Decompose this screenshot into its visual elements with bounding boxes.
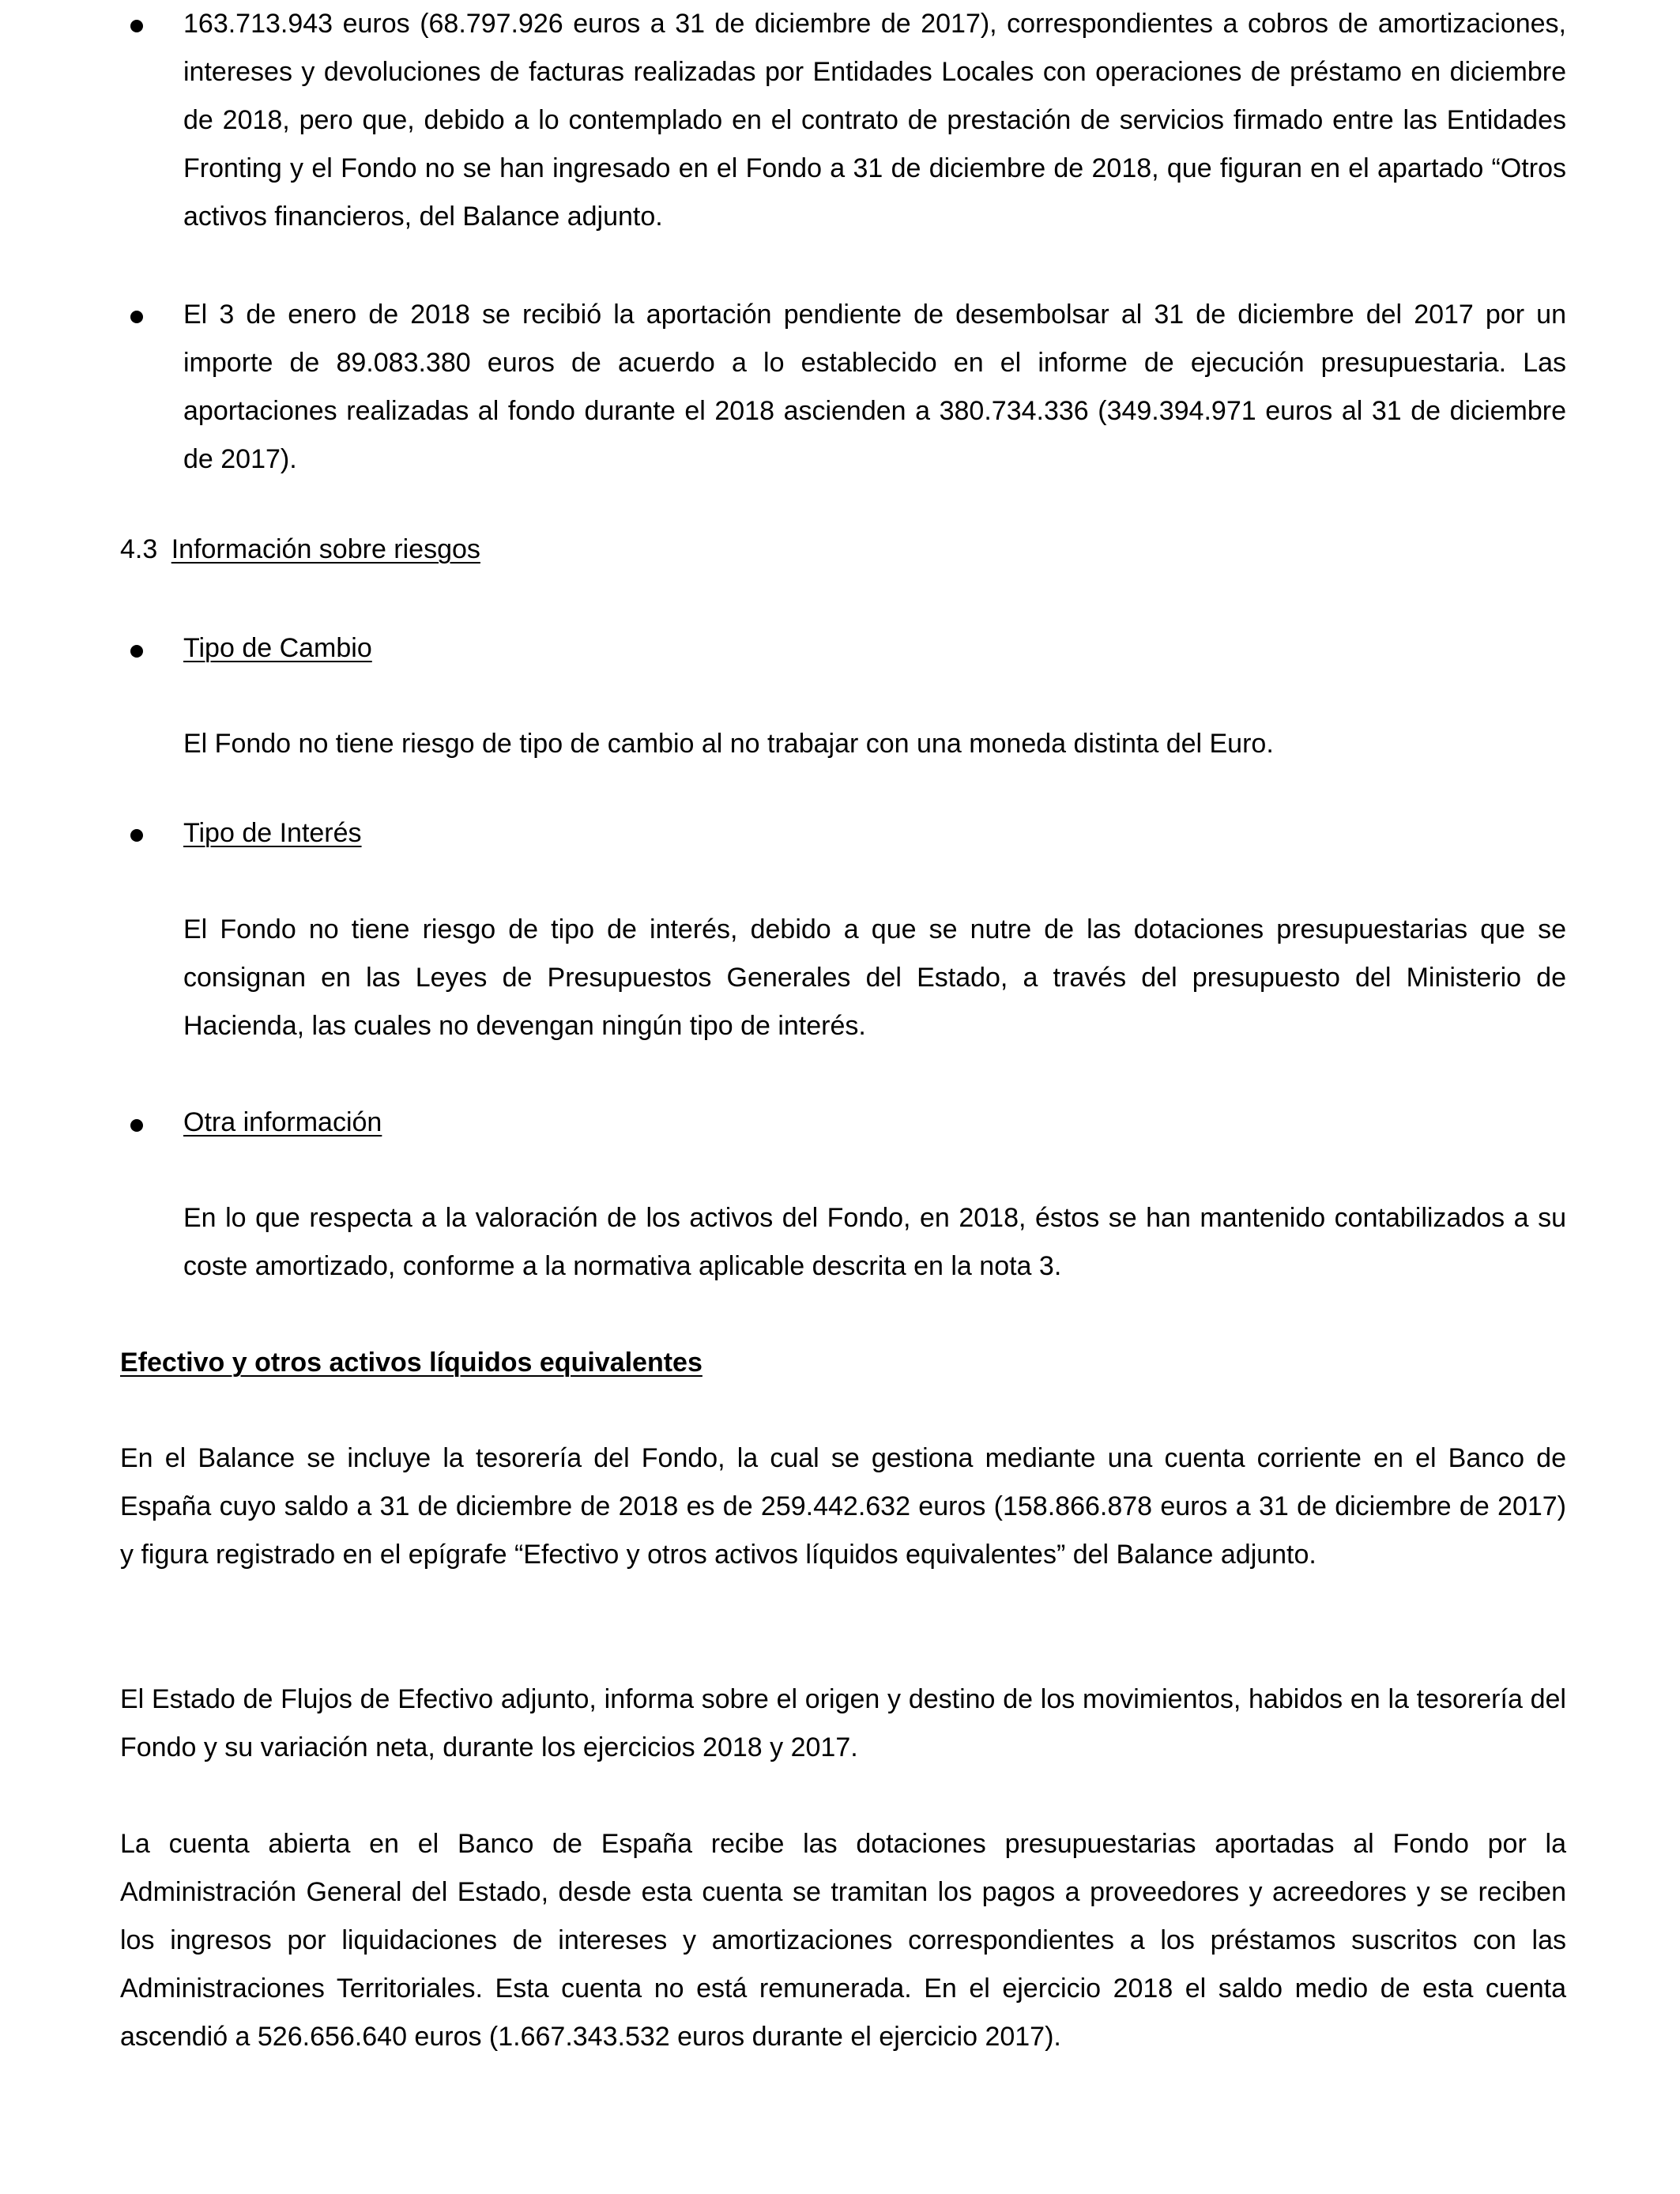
risk-item-label: Otra información bbox=[183, 1107, 382, 1137]
bullet-icon bbox=[130, 311, 143, 323]
section-heading bbox=[120, 526, 480, 574]
risk-item-label: Tipo de Cambio bbox=[183, 633, 372, 663]
efectivo-heading: Efectivo y otros activos líquidos equivalentes bbox=[120, 1348, 703, 1378]
efectivo-paragraph-1: En el Balance se incluye la tesorería del Fondo, la cual se gestiona mediante una cuenta corriente en el Banco de España cuyo saldo a 31 de diciembre de 2018 es de 259.442.632 euros (158.866.878 euros a 31 de diciembre de 2017) y figura registrado en el epígrafe “Efectivo y otros activos líquidos equivalentes” del Balance adjunto. bbox=[120, 1443, 1566, 1570]
bullet-paragraph-2: El 3 de enero de 2018 se recibió la aportación pendiente de desembolsar al 31 de diciembre del 2017 por un importe de 89.083.380 euros de acuerdo a lo establecido en el informe de ejecución presupuestaria. Las aportaciones realizadas al fondo durante el 2018 ascienden a 380.734.336 (349.394.971 euros al 31 de diciembre de 2017). bbox=[183, 300, 1566, 474]
efectivo-paragraph-3: La cuenta abierta en el Banco de España recibe las dotaciones presupuestarias aportadas al Fondo por la Administración General del Estado, desde esta cuenta se tramitan los pagos a proveedores y acreedores y se reciben los ingresos por liquidaciones de intereses y amortizaciones correspondientes a los préstamos suscritos con las Administraciones Territoriales. Esta cuenta no está remunerada. En el ejercicio 2018 el saldo medio de esta cuenta ascendió a 526.656.640 euros (1.667.343.532 euros durante el ejercicio 2017). bbox=[120, 1829, 1566, 2052]
bullet-icon bbox=[130, 645, 143, 658]
bullet-icon bbox=[130, 829, 143, 842]
risk-item-text: El Fondo no tiene riesgo de tipo de cambio al no trabajar con una moneda distinta del Euro. bbox=[183, 729, 1274, 759]
risk-item-text: El Fondo no tiene riesgo de tipo de interés, debido a que se nutre de las dotaciones presupuestarias que se consignan en las Leyes de Presupuestos Generales del Estado, a través del presupuesto del Ministerio de Hacienda, las cuales no devengan ningún tipo de interés. bbox=[183, 914, 1566, 1041]
bullet-icon bbox=[130, 1119, 143, 1132]
risk-item-label: Tipo de Interés bbox=[183, 818, 362, 848]
bullet-paragraph-1: 163.713.943 euros (68.797.926 euros a 31 de diciembre de 2017), correspondientes a cobros de amortizaciones, intereses y devoluciones de facturas realizadas por Entidades Locales con operaciones de préstamo en diciembre de 2018, pero que, debido a lo contemplado en el contrato de prestación de servicios firmado entre las Entidades Fronting y el Fondo no se han ingresado en el Fondo a 31 de diciembre de 2018, que figuran en el apartado “Otros activos financieros, del Balance adjunto. bbox=[183, 9, 1566, 232]
section-title: Información sobre riesgos bbox=[171, 534, 480, 564]
section-number: 4.3 bbox=[120, 534, 158, 564]
bullet-icon bbox=[130, 20, 143, 32]
risk-item-text: En lo que respecta a la valoración de los activos del Fondo, en 2018, éstos se han mantenido contabilizados a su coste amortizado, conforme a la normativa aplicable descrita en la nota 3. bbox=[183, 1203, 1566, 1281]
efectivo-paragraph-2: El Estado de Flujos de Efectivo adjunto, informa sobre el origen y destino de los movimientos, habidos en la tesorería del Fondo y su variación neta, durante los ejercicios 2018 y 2017. bbox=[120, 1684, 1566, 1762]
